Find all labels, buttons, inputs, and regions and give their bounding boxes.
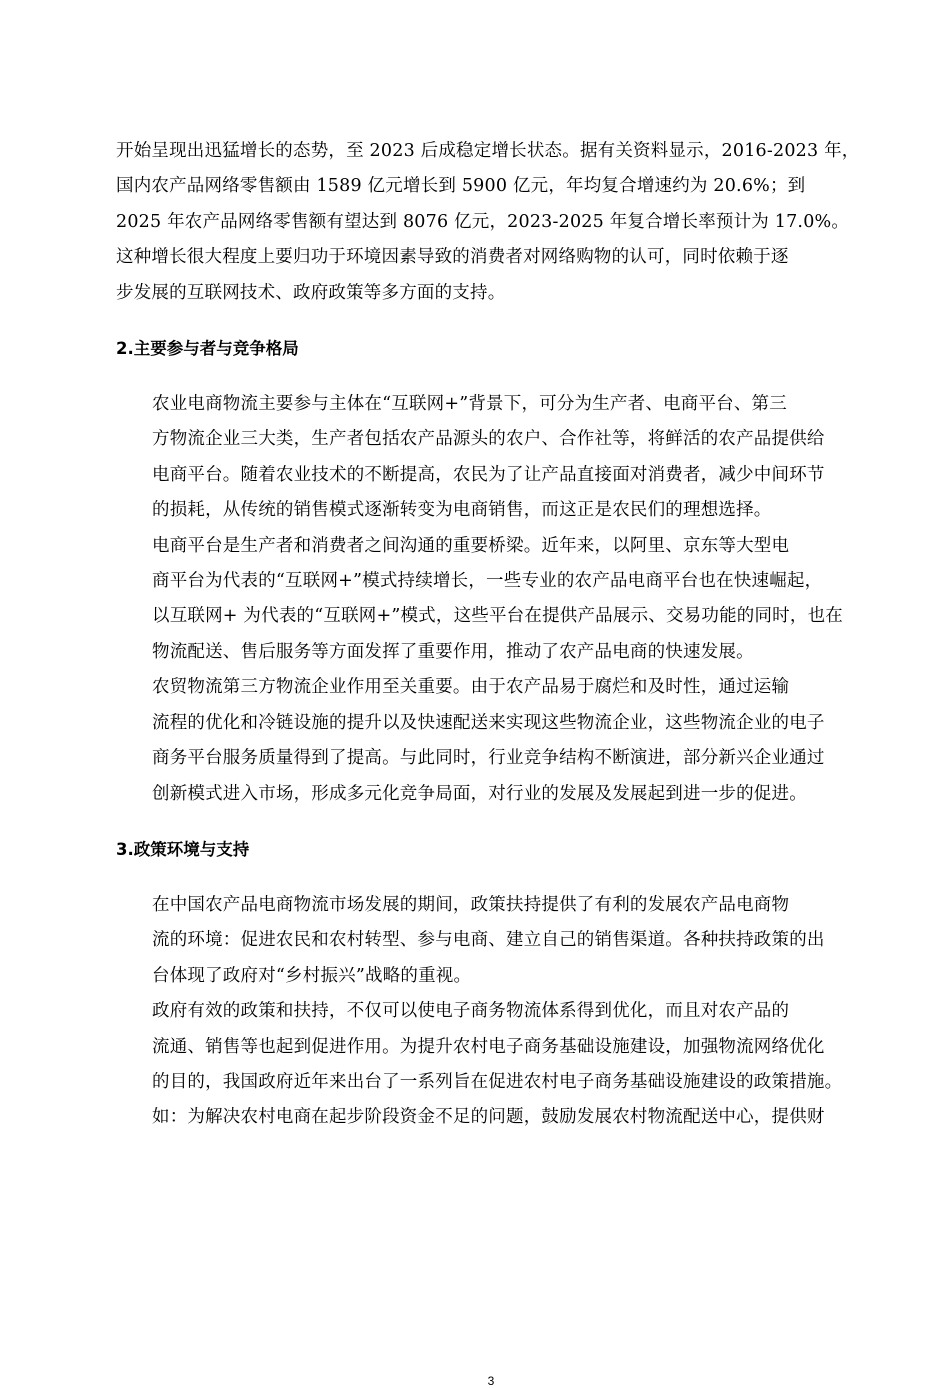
text-line: 流通、销售等也起到促进作用。为提升农村电子商务基础设施建设，加强物流网络优化 xyxy=(152,1036,825,1057)
paragraph-policy-support xyxy=(116,888,866,994)
text-line: 开始呈现出迅猛增长的态势，至 2023 后成稳定增长状态。据有关资料显示，2016-2023 年， xyxy=(116,141,860,161)
text-line: 这种增长很大程度上要归功于环境因素导致的消费者对网络购物的认可，同时依赖于逐 xyxy=(116,247,789,268)
text-line: 流的环境：促进农民和农村转型、参与电商、建立自己的销售渠道。各种扶持政策的出 xyxy=(152,930,825,951)
section-heading-policy: 3.政策环境与支持 xyxy=(116,839,250,859)
page-number: 3 xyxy=(487,1374,495,1388)
paragraph-participants xyxy=(116,387,866,529)
text-line: 步发展的互联网技术、政府政策等多方面的支持。 xyxy=(116,282,506,303)
paragraph-logistics xyxy=(116,670,866,812)
text-line: 商务平台服务质量得到了提高。与此同时，行业竞争结构不断演进，部分新兴企业通过 xyxy=(152,748,825,769)
text-line: 电商平台是生产者和消费者之间沟通的重要桥梁。近年来，以阿里、京东等大型电 xyxy=(152,535,790,556)
text-line: 物流配送、售后服务等方面发挥了重要作用，推动了农产品电商的快速发展。 xyxy=(152,641,754,662)
text-line: 流程的优化和冷链设施的提升以及快速配送来实现这些物流企业，这些物流企业的电子 xyxy=(152,712,825,733)
text-line: 农业电商物流主要参与主体在“互联网+”背景下，可分为生产者、电商平台、第三 xyxy=(152,394,787,415)
text-line: 以互联网+ 为代表的“互联网+”模式，这些平台在提供产品展示、交易功能的同时，也在 xyxy=(152,606,843,627)
text-line: 台体现了政府对“乡村振兴”战略的重视。 xyxy=(152,965,472,986)
text-line: 2025 年农产品网络零售额有望达到 8076 亿元，2023-2025 年复合增长率预计为 17.0%。 xyxy=(116,211,850,232)
text-line: 政府有效的政策和扶持，不仅可以使电子商务物流体系得到优化，而且对农产品的 xyxy=(152,1001,790,1022)
intro-paragraph xyxy=(116,134,866,311)
text-line: 电商平台。随着农业技术的不断提高，农民为了让产品直接面对消费者，减少中间环节 xyxy=(152,464,825,485)
text-line: 国内农产品网络零售额由 1589 亿元增长到 5900 亿元，年均复合增速约为 20.6%；到 xyxy=(116,176,806,197)
section-heading-participants: 2.主要参与者与竞争格局 xyxy=(116,339,299,359)
text-line: 如：为解决农村电商在起步阶段资金不足的问题，鼓励发展农村物流配送中心，提供财 xyxy=(152,1107,825,1128)
text-line: 创新模式进入市场，形成多元化竞争局面，对行业的发展及发展起到进一步的促进。 xyxy=(152,783,807,804)
text-line: 在中国农产品电商物流市场发展的期间，政策扶持提供了有利的发展农产品电商物 xyxy=(152,894,790,915)
text-line: 的损耗，从传统的销售模式逐渐转变为电商销售，而这正是农民们的理想选择。 xyxy=(152,500,772,521)
text-line: 方物流企业三大类，生产者包括农产品源头的农户、合作社等，将鲜活的农产品提供给 xyxy=(152,429,825,450)
paragraph-platforms xyxy=(116,529,866,671)
text-line: 的目的，我国政府近年来出台了一系列旨在促进农村电子商务基础设施建设的政策措施。 xyxy=(152,1071,843,1092)
text-line: 商平台为代表的“互联网+”模式持续增长，一些专业的农产品电商平台也在快速崛起， xyxy=(152,571,823,592)
paragraph-policy-measures xyxy=(116,994,866,1136)
text-line: 农贸物流第三方物流企业作用至关重要。由于农产品易于腐烂和及时性，通过运输 xyxy=(152,677,790,698)
body-text xyxy=(116,134,866,1388)
